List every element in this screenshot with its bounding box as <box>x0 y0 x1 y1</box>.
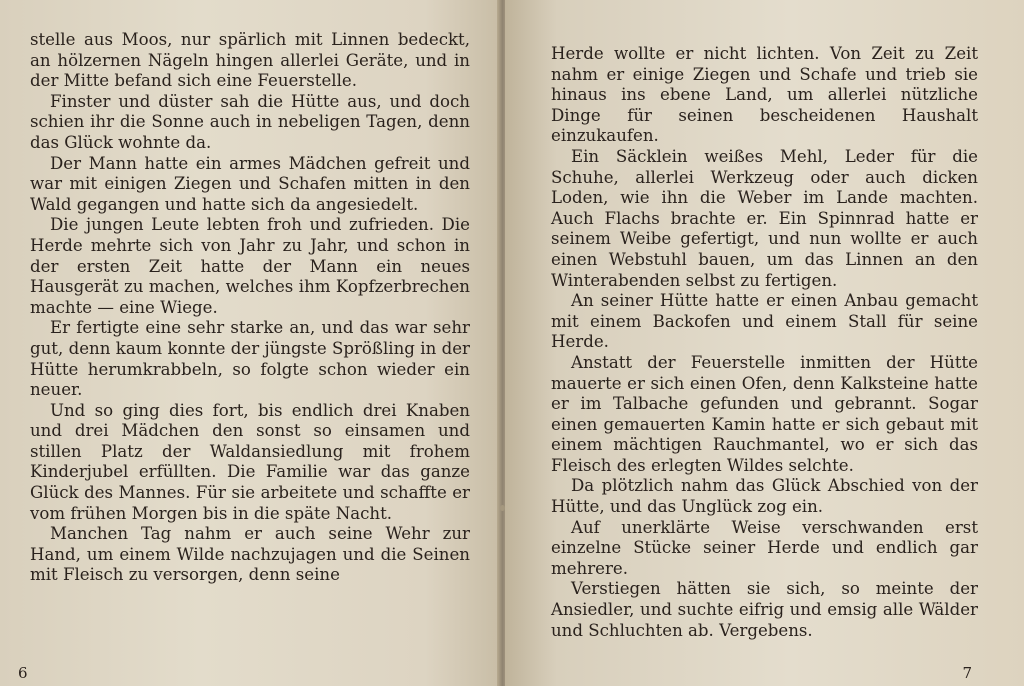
right-paragraph-7: Verstiegen hätten sie sich, so meinte der Ansiedler, und suchte eifrig und emsig alle Wälder und Schluchten ab. Vergebens. <box>551 579 978 640</box>
right-paragraph-4: Anstatt der Feuerstelle inmitten der Hütte mauerte er sich einen Ofen, denn Kalksteine hatte er im Talbache gefunden und gebrannt. Sogar einen gemauerten Kamin hatte er sich gebaut mit einem mächtigen Rauchmantel, wo er sich das Fleisch des erlegten Wildes selchte. <box>551 352 978 475</box>
left-page-number: 6 <box>18 664 28 683</box>
left-paragraph-5: Er fertigte eine sehr starke an, und das war sehr gut, denn kaum konnte der jüngste Sprößling in der Hütte herumkrabbeln, so folgte schon wieder ein neuer. <box>30 318 470 400</box>
left-paragraph-3: Der Mann hatte ein armes Mädchen gefreit und war mit einigen Ziegen und Schafen mitten in den Wald gegangen und hatte sich da angesiedelt. <box>30 153 470 214</box>
left-paragraph-6: Und so ging dies fort, bis endlich drei Knaben und drei Mädchen den sonst so einsamen und stillen Platz der Waldansiedlung mit frohem Kinderjubel erfüllten. Die Familie war das ganze Glück des Mannes. Für sie arbeitete und schaffte er vom frühen Morgen bis in die späte Nacht. <box>30 400 470 523</box>
left-paragraph-4: Die jungen Leute lebten froh und zufrieden. Die Herde mehrte sich von Jahr zu Jahr, und schon in der ersten Zeit hatte der Mann ein neues Hausgerät zu machen, welches ihm Kopfzerbrechen machte — eine Wiege. <box>30 215 470 317</box>
right-page-number: 7 <box>962 664 972 683</box>
right-paragraph-1: Herde wollte er nicht lichten. Von Zeit zu Zeit nahm er einige Ziegen und Schafe und trieb sie hinaus ins ebene Land, um allerlei nützliche Dinge für seinen bescheidenen Haushalt einzukaufen. <box>551 44 978 146</box>
left-paragraph-2: Finster und düster sah die Hütte aus, und doch schien ihr die Sonne auch in nebeligen Tagen, denn das Glück wohnte da. <box>30 91 470 152</box>
right-paragraph-2: Ein Säcklein weißes Mehl, Leder für die Schuhe, allerlei Werkzeug oder auch dicken Loden, wie ihn die Weber im Lande machten. Auch Flachs brachte er. Ein Spinnrad hatte er seinem Weibe gefertigt, und nun wollte er auch einen Webstuhl bauen, um das Linnen an den Winterabenden selbst zu fertigen. <box>551 146 978 290</box>
right-paragraph-3: An seiner Hütte hatte er einen Anbau gemacht mit einem Backofen und einem Stall für seine Herde. <box>551 291 978 352</box>
right-paragraph-5: Da plötzlich nahm das Glück Abschied von der Hütte, und das Unglück zog ein. <box>551 476 978 517</box>
left-paragraph-1: stelle aus Moos, nur spärlich mit Linnen bedeckt, an hölzernen Nägeln hingen allerlei Geräte, und in der Mitte befand sich eine Feuerstelle. <box>30 30 470 91</box>
right-paragraph-6: Auf unerklärte Weise verschwanden erst einzelne Stücke seiner Herde und endlich gar mehrere. <box>551 517 978 578</box>
right-page <box>505 0 1024 686</box>
left-page <box>0 0 500 686</box>
left-paragraph-7: Manchen Tag nahm er auch seine Wehr zur Hand, um einem Wilde nachzujagen und die Seinen mit Fleisch zu versorgen, denn seine <box>30 524 470 585</box>
